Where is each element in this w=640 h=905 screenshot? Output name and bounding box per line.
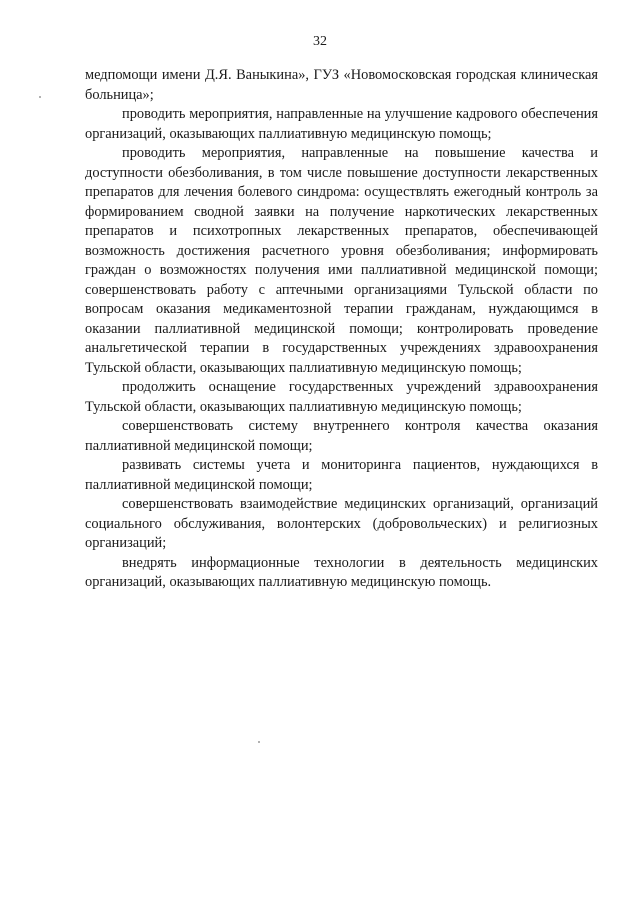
page-number: 32 [313,34,327,49]
paragraph-staffing: проводить мероприятия, направленные на улучшение кадрового обеспечения организаций, оказывающих паллиативную медицинскую помощь; [85,106,598,142]
scan-speck [39,96,41,98]
paragraph-information-technology: внедрять информационные технологии в деятельность медицинских организаций, оказывающих паллиативную медицинскую помощь. [85,554,598,590]
paragraph-patient-monitoring: развивать системы учета и мониторинга пациентов, нуждающихся в паллиативной медицинской помощи; [85,457,598,493]
paragraph-pain-relief: проводить мероприятия, направленные на повышение качества и доступности обезболивания, в том числе повышение доступности лекарственных препаратов для лечения болевого синдрома: осуществлять ежегодный контроль за формированием сводной заявки на получение наркотических лекарственных препаратов и психотропных лекарственных препаратов, обеспечивающей возможность достижения расчетного уровня обезболивания; информировать граждан о возможностях получения ими паллиативной медицинской помощи; совершенствовать работу с аптечными организациями Тульской области по вопросам оказания медикаментозной терапии гражданам, нуждающимся в оказании паллиативной медицинской помощи; контролировать проведение анальгетической терапии в государственных учреждениях здравоохранения Тульской области, оказывающих паллиативную медицинскую помощь; [85,145,598,376]
paragraph-cooperation: совершенствовать взаимодействие медицинских организаций, организаций социального обслуживания, волонтерских (добровольческих) и религиозных организаций; [85,496,598,551]
paragraph-continuation: медпомощи имени Д.Я. Ваныкина», ГУЗ «Новомосковская городская клиническая больница»; [85,67,598,103]
document-body [85,66,598,593]
paragraph-quality-control: совершенствовать систему внутреннего контроля качества оказания паллиативной медицинской помощи; [85,418,598,454]
paragraph-equipment: продолжить оснащение государственных учреждений здравоохранения Тульской области, оказывающих паллиативную медицинскую помощь; [85,379,598,415]
scan-speck [258,741,260,743]
